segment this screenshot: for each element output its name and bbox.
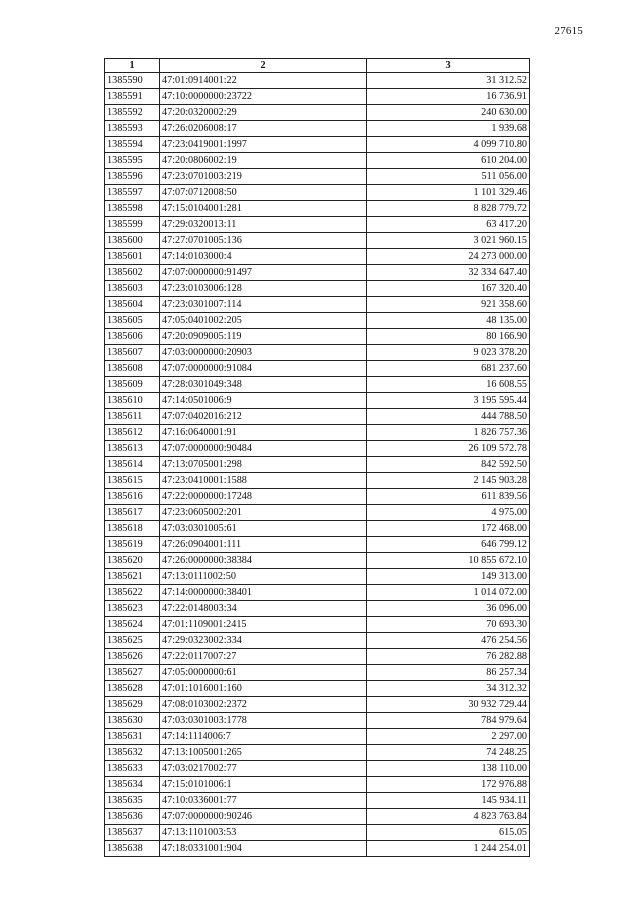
table-row (105, 777, 530, 793)
table-row (105, 713, 530, 729)
cadastral-number-cell: 47:05:0401002:205 (160, 313, 367, 329)
table-row (105, 569, 530, 585)
row-number-cell: 1385618 (105, 521, 160, 537)
cadastral-number-cell: 47:29:0323002:334 (160, 633, 367, 649)
value-cell: 34 312.32 (367, 681, 530, 697)
table-row (105, 425, 530, 441)
cadastral-number-cell: 47:14:0103000:4 (160, 249, 367, 265)
value-cell: 145 934.11 (367, 793, 530, 809)
table-row (105, 521, 530, 537)
row-number-cell: 1385607 (105, 345, 160, 361)
row-number-cell: 1385605 (105, 313, 160, 329)
row-number-cell: 1385590 (105, 73, 160, 89)
table-row (105, 153, 530, 169)
cadastral-number-cell: 47:10:0336001:77 (160, 793, 367, 809)
row-number-cell: 1385616 (105, 489, 160, 505)
table-row (105, 265, 530, 281)
cadastral-number-cell: 47:05:0000000:61 (160, 665, 367, 681)
row-number-cell: 1385601 (105, 249, 160, 265)
value-cell: 167 320.40 (367, 281, 530, 297)
row-number-cell: 1385599 (105, 217, 160, 233)
row-number-cell: 1385638 (105, 841, 160, 857)
row-number-cell: 1385593 (105, 121, 160, 137)
table-row (105, 665, 530, 681)
cadastral-number-cell: 47:27:0701005:136 (160, 233, 367, 249)
cadastral-number-cell: 47:13:1005001:265 (160, 745, 367, 761)
value-cell: 48 135.00 (367, 313, 530, 329)
cadastral-number-cell: 47:10:0000000:23722 (160, 89, 367, 105)
cadastral-number-cell: 47:07:0402016:212 (160, 409, 367, 425)
row-number-cell: 1385626 (105, 649, 160, 665)
row-number-cell: 1385598 (105, 201, 160, 217)
row-number-cell: 1385604 (105, 297, 160, 313)
value-cell: 172 976.88 (367, 777, 530, 793)
table-row (105, 409, 530, 425)
table-row (105, 393, 530, 409)
cadastral-number-cell: 47:03:0000000:20903 (160, 345, 367, 361)
column-header-3: 3 (367, 59, 530, 73)
row-number-cell: 1385629 (105, 697, 160, 713)
value-cell: 240 630.00 (367, 105, 530, 121)
table-row (105, 217, 530, 233)
table-row (105, 681, 530, 697)
row-number-cell: 1385619 (105, 537, 160, 553)
cadastral-number-cell: 47:07:0712008:50 (160, 185, 367, 201)
value-cell: 1 244 254.01 (367, 841, 530, 857)
cadastral-number-cell: 47:22:0000000:17248 (160, 489, 367, 505)
row-number-cell: 1385637 (105, 825, 160, 841)
cadastral-number-cell: 47:14:0000000:38401 (160, 585, 367, 601)
table-row (105, 761, 530, 777)
value-cell: 31 312.52 (367, 73, 530, 89)
cadastral-number-cell: 47:22:0117007:27 (160, 649, 367, 665)
cadastral-number-cell: 47:01:0914001:22 (160, 73, 367, 89)
cadastral-number-cell: 47:03:0217002:77 (160, 761, 367, 777)
table-row (105, 745, 530, 761)
value-cell: 611 839.56 (367, 489, 530, 505)
cadastral-number-cell: 47:23:0410001:1588 (160, 473, 367, 489)
cadastral-number-cell: 47:14:0501006:9 (160, 393, 367, 409)
table-row (105, 729, 530, 745)
table-row (105, 473, 530, 489)
table-row (105, 809, 530, 825)
table-row (105, 633, 530, 649)
value-cell: 76 282.88 (367, 649, 530, 665)
value-cell: 681 237.60 (367, 361, 530, 377)
cadastral-number-cell: 47:26:0904001:111 (160, 537, 367, 553)
table-row (105, 793, 530, 809)
table-row (105, 281, 530, 297)
value-cell: 921 358.60 (367, 297, 530, 313)
cadastral-number-cell: 47:18:0331001:904 (160, 841, 367, 857)
table-row (105, 441, 530, 457)
row-number-cell: 1385609 (105, 377, 160, 393)
value-cell: 32 334 647.40 (367, 265, 530, 281)
value-cell: 8 828 779.72 (367, 201, 530, 217)
value-cell: 10 855 672.10 (367, 553, 530, 569)
cadastral-number-cell: 47:23:0103006:128 (160, 281, 367, 297)
row-number-cell: 1385597 (105, 185, 160, 201)
value-cell: 615.05 (367, 825, 530, 841)
table-row (105, 489, 530, 505)
table-row (105, 617, 530, 633)
cadastral-number-cell: 47:03:0301003:1778 (160, 713, 367, 729)
cadastral-number-cell: 47:20:0806002:19 (160, 153, 367, 169)
cadastral-number-cell: 47:23:0701003:219 (160, 169, 367, 185)
value-cell: 842 592.50 (367, 457, 530, 473)
value-cell: 24 273 000.00 (367, 249, 530, 265)
table-row (105, 457, 530, 473)
cadastral-number-cell: 47:29:0320013:11 (160, 217, 367, 233)
row-number-cell: 1385602 (105, 265, 160, 281)
value-cell: 646 799.12 (367, 537, 530, 553)
table-row (105, 313, 530, 329)
table-row (105, 233, 530, 249)
cadastral-number-cell: 47:07:0000000:90246 (160, 809, 367, 825)
table-row (105, 137, 530, 153)
row-number-cell: 1385612 (105, 425, 160, 441)
row-number-cell: 1385621 (105, 569, 160, 585)
row-number-cell: 1385635 (105, 793, 160, 809)
row-number-cell: 1385617 (105, 505, 160, 521)
row-number-cell: 1385608 (105, 361, 160, 377)
row-number-cell: 1385632 (105, 745, 160, 761)
row-number-cell: 1385594 (105, 137, 160, 153)
value-cell: 1 014 072.00 (367, 585, 530, 601)
table-row (105, 505, 530, 521)
value-cell: 36 096.00 (367, 601, 530, 617)
table-row (105, 345, 530, 361)
cadastral-number-cell: 47:26:0000000:38384 (160, 553, 367, 569)
row-number-cell: 1385634 (105, 777, 160, 793)
value-cell: 16 608.55 (367, 377, 530, 393)
row-number-cell: 1385631 (105, 729, 160, 745)
table-row (105, 105, 530, 121)
table-row (105, 297, 530, 313)
value-cell: 9 023 378.20 (367, 345, 530, 361)
table-row (105, 841, 530, 857)
table-row (105, 89, 530, 105)
value-cell: 138 110.00 (367, 761, 530, 777)
value-cell: 4 823 763.84 (367, 809, 530, 825)
value-cell: 3 195 595.44 (367, 393, 530, 409)
table-row (105, 553, 530, 569)
value-cell: 4 975.00 (367, 505, 530, 521)
table-row (105, 185, 530, 201)
value-cell: 86 257.34 (367, 665, 530, 681)
cadastral-number-cell: 47:01:1016001:160 (160, 681, 367, 697)
cadastral-number-cell: 47:16:0640001:91 (160, 425, 367, 441)
cadastral-number-cell: 47:13:0111002:50 (160, 569, 367, 585)
table-row (105, 73, 530, 89)
column-header-1: 1 (105, 59, 160, 73)
table-row (105, 537, 530, 553)
data-table (104, 58, 530, 857)
row-number-cell: 1385615 (105, 473, 160, 489)
row-number-cell: 1385633 (105, 761, 160, 777)
value-cell: 30 932 729.44 (367, 697, 530, 713)
cadastral-number-cell: 47:13:0705001:298 (160, 457, 367, 473)
row-number-cell: 1385628 (105, 681, 160, 697)
value-cell: 610 204.00 (367, 153, 530, 169)
value-cell: 4 099 710.80 (367, 137, 530, 153)
row-number-cell: 1385595 (105, 153, 160, 169)
table-header-row (105, 59, 530, 73)
value-cell: 16 736.91 (367, 89, 530, 105)
cadastral-number-cell: 47:08:0103002:2372 (160, 697, 367, 713)
value-cell: 2 297.00 (367, 729, 530, 745)
row-number-cell: 1385603 (105, 281, 160, 297)
page-number: 27615 (554, 25, 583, 37)
value-cell: 70 693.30 (367, 617, 530, 633)
value-cell: 63 417.20 (367, 217, 530, 233)
table-row (105, 601, 530, 617)
row-number-cell: 1385596 (105, 169, 160, 185)
cadastral-number-cell: 47:15:0101006:1 (160, 777, 367, 793)
value-cell: 1 939.68 (367, 121, 530, 137)
table-row (105, 649, 530, 665)
cadastral-number-cell: 47:28:0301049:348 (160, 377, 367, 393)
table-row (105, 121, 530, 137)
row-number-cell: 1385613 (105, 441, 160, 457)
value-cell: 80 166.90 (367, 329, 530, 345)
row-number-cell: 1385623 (105, 601, 160, 617)
table-row (105, 585, 530, 601)
value-cell: 511 056.00 (367, 169, 530, 185)
value-cell: 1 826 757.36 (367, 425, 530, 441)
row-number-cell: 1385606 (105, 329, 160, 345)
cadastral-number-cell: 47:23:0605002:201 (160, 505, 367, 521)
row-number-cell: 1385622 (105, 585, 160, 601)
cadastral-number-cell: 47:07:0000000:91084 (160, 361, 367, 377)
value-cell: 444 788.50 (367, 409, 530, 425)
row-number-cell: 1385600 (105, 233, 160, 249)
table-row (105, 697, 530, 713)
row-number-cell: 1385592 (105, 105, 160, 121)
column-header-2: 2 (160, 59, 367, 73)
value-cell: 2 145 903.28 (367, 473, 530, 489)
table-row (105, 169, 530, 185)
table-body (105, 73, 530, 857)
value-cell: 476 254.56 (367, 633, 530, 649)
table-row (105, 361, 530, 377)
value-cell: 26 109 572.78 (367, 441, 530, 457)
table-row (105, 825, 530, 841)
value-cell: 149 313.00 (367, 569, 530, 585)
cadastral-number-cell: 47:15:0104001:281 (160, 201, 367, 217)
row-number-cell: 1385624 (105, 617, 160, 633)
cadastral-number-cell: 47:20:0909005:119 (160, 329, 367, 345)
cadastral-number-cell: 47:13:1101003:53 (160, 825, 367, 841)
value-cell: 1 101 329.46 (367, 185, 530, 201)
table-row (105, 201, 530, 217)
row-number-cell: 1385630 (105, 713, 160, 729)
row-number-cell: 1385636 (105, 809, 160, 825)
cadastral-number-cell: 47:07:0000000:91497 (160, 265, 367, 281)
row-number-cell: 1385627 (105, 665, 160, 681)
row-number-cell: 1385610 (105, 393, 160, 409)
cadastral-number-cell: 47:23:0419001:1997 (160, 137, 367, 153)
value-cell: 3 021 960.15 (367, 233, 530, 249)
row-number-cell: 1385614 (105, 457, 160, 473)
cadastral-number-cell: 47:23:0301007:114 (160, 297, 367, 313)
cadastral-number-cell: 47:01:1109001:2415 (160, 617, 367, 633)
value-cell: 74 248.25 (367, 745, 530, 761)
row-number-cell: 1385611 (105, 409, 160, 425)
value-cell: 172 468.00 (367, 521, 530, 537)
row-number-cell: 1385625 (105, 633, 160, 649)
value-cell: 784 979.64 (367, 713, 530, 729)
cadastral-number-cell: 47:07:0000000:90484 (160, 441, 367, 457)
table-row (105, 249, 530, 265)
cadastral-number-cell: 47:26:0206008:17 (160, 121, 367, 137)
row-number-cell: 1385591 (105, 89, 160, 105)
table-row (105, 329, 530, 345)
cadastral-number-cell: 47:14:1114006:7 (160, 729, 367, 745)
cadastral-number-cell: 47:20:0320002:29 (160, 105, 367, 121)
table-row (105, 377, 530, 393)
cadastral-number-cell: 47:22:0148003:34 (160, 601, 367, 617)
row-number-cell: 1385620 (105, 553, 160, 569)
cadastral-number-cell: 47:03:0301005:61 (160, 521, 367, 537)
